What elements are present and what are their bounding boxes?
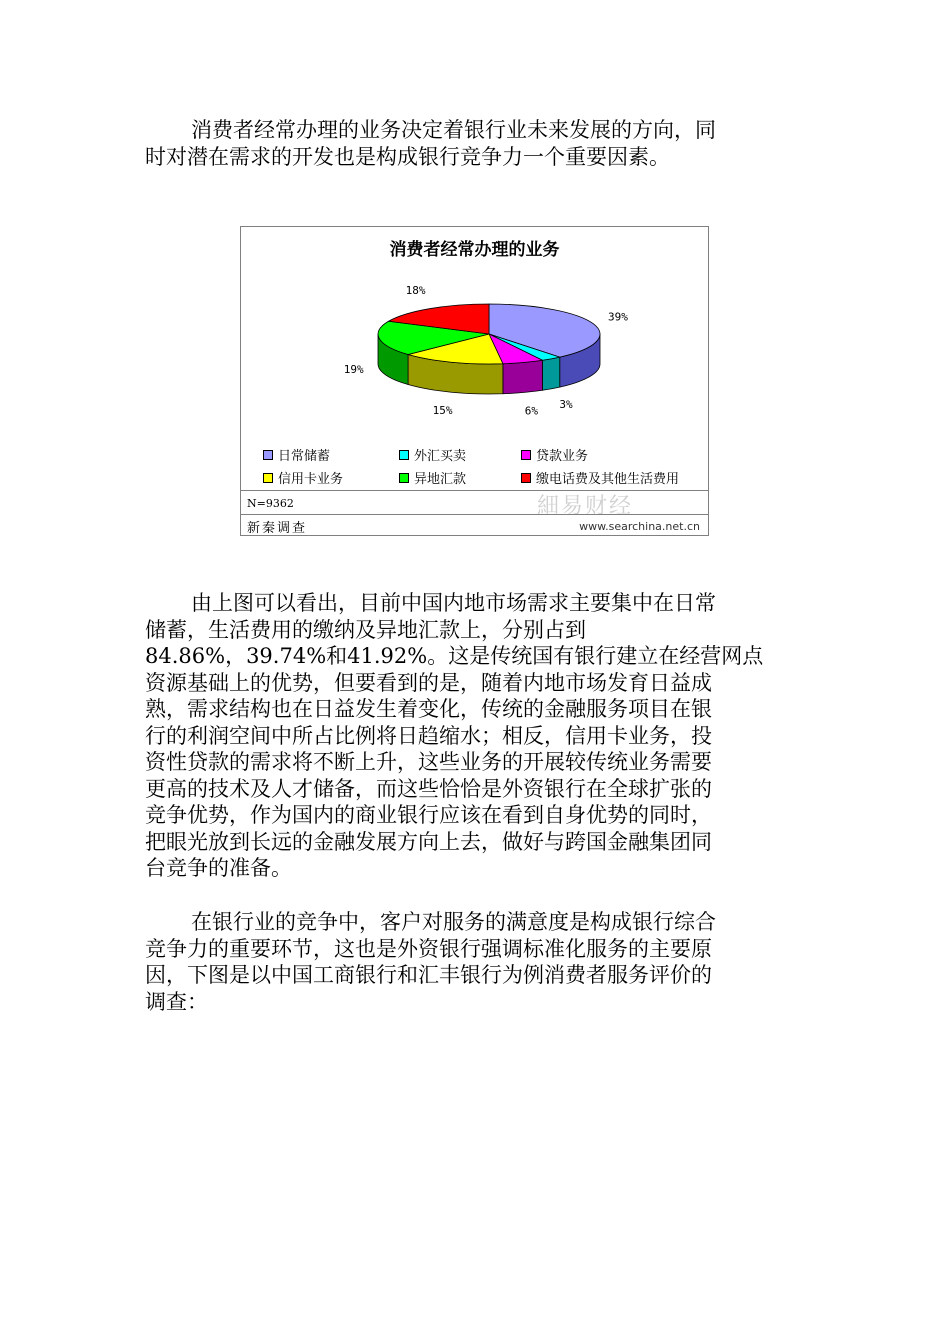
body-line: 更高的技术及人才储备，而这些恰恰是外资银行在全球扩张的 [145,776,712,801]
divider [241,490,708,491]
site-url: www.searchina.net.cn [579,520,700,533]
legend-label: 异地汇款 [414,472,467,487]
legend-item [399,445,466,464]
body-line: 台竞争的准备。 [145,856,292,880]
legend-item [399,468,466,487]
body-line: 资源基础上的优势，但要看到的是，随着内地市场发育日益成 [145,670,712,695]
legend-label: 信用卡业务 [278,472,344,487]
body-line: 把眼光放到长远的金融发展方向上去，做好与跨国金融集团同 [145,829,712,854]
analysis-paragraph [145,590,805,882]
pie-slice-label: 6% [524,404,538,418]
pie-slice-side [542,357,559,390]
body-line: 调查： [145,989,208,1014]
body-line: 行的利润空间中所占比例将日趋缩水；相反，信用卡业务，投 [145,723,712,748]
legend-swatch [521,473,531,483]
legend-item [263,445,330,464]
pie-slice-side [503,360,543,393]
intro-paragraph [145,117,805,170]
intro-line: 消费者经常办理的业务决定着银行业未来发展的方向，同 [191,118,716,142]
legend-item [521,445,588,464]
source-label: 新秦调查 [247,521,308,536]
legend-item [263,468,343,487]
watermark-logo: 細易财经 [537,494,634,519]
body-line: 由上图可以看出，目前中国内地市场需求主要集中在日常 [191,591,716,615]
body-line: 资性贷款的需求将不断上升，这些业务的开展较传统业务需要 [145,750,712,774]
body-line: 在银行业的竞争中，客户对服务的满意度是构成银行综合 [191,910,716,934]
service-paragraph [145,909,805,1015]
legend-item [521,468,679,487]
legend-swatch [399,450,409,460]
legend-swatch [263,450,273,460]
legend-label: 日常储蓄 [278,449,331,464]
pie-slice-label: 18% [405,284,426,298]
legend-swatch [399,473,409,483]
body-line: 竞争优势，作为国内的商业银行应该在看到自身优势的同时， [145,803,712,827]
pie-slice-label: 39% [607,310,628,324]
intro-line: 时对潜在需求的开发也是构成银行竞争力一个重要因素。 [145,144,670,169]
legend-swatch [263,473,273,483]
pie-slice-label: 15% [432,403,453,417]
body-line: 熟，需求结构也在日益发生着变化，传统的金融服务项目在银 [145,697,712,721]
body-line: 因，下图是以中国工商银行和汇丰银行为例消费者服务评价的 [145,963,712,987]
legend-label: 贷款业务 [536,449,589,464]
legend-label: 外汇买卖 [414,449,467,464]
pie-slice-label: 3% [559,398,573,412]
legend-swatch [521,450,531,460]
legend-label: 缴电话费及其他生活费用 [536,472,680,487]
divider [241,514,708,515]
pie-slice-label: 19% [343,363,364,377]
body-line: 储蓄，生活费用的缴纳及异地汇款上，分别占到 [145,617,586,642]
chart-title: 消费者经常办理的业务 [389,240,560,260]
pie-chart-figure [240,226,709,536]
body-line: 84.86%，39.74%和41.92%。这是传统国有银行建立在经营网点 [145,644,764,668]
pie-chart [241,227,708,535]
body-line: 竞争力的重要环节，这也是外资银行强调标准化服务的主要原 [145,936,712,961]
sample-size: N=9362 [247,497,294,510]
